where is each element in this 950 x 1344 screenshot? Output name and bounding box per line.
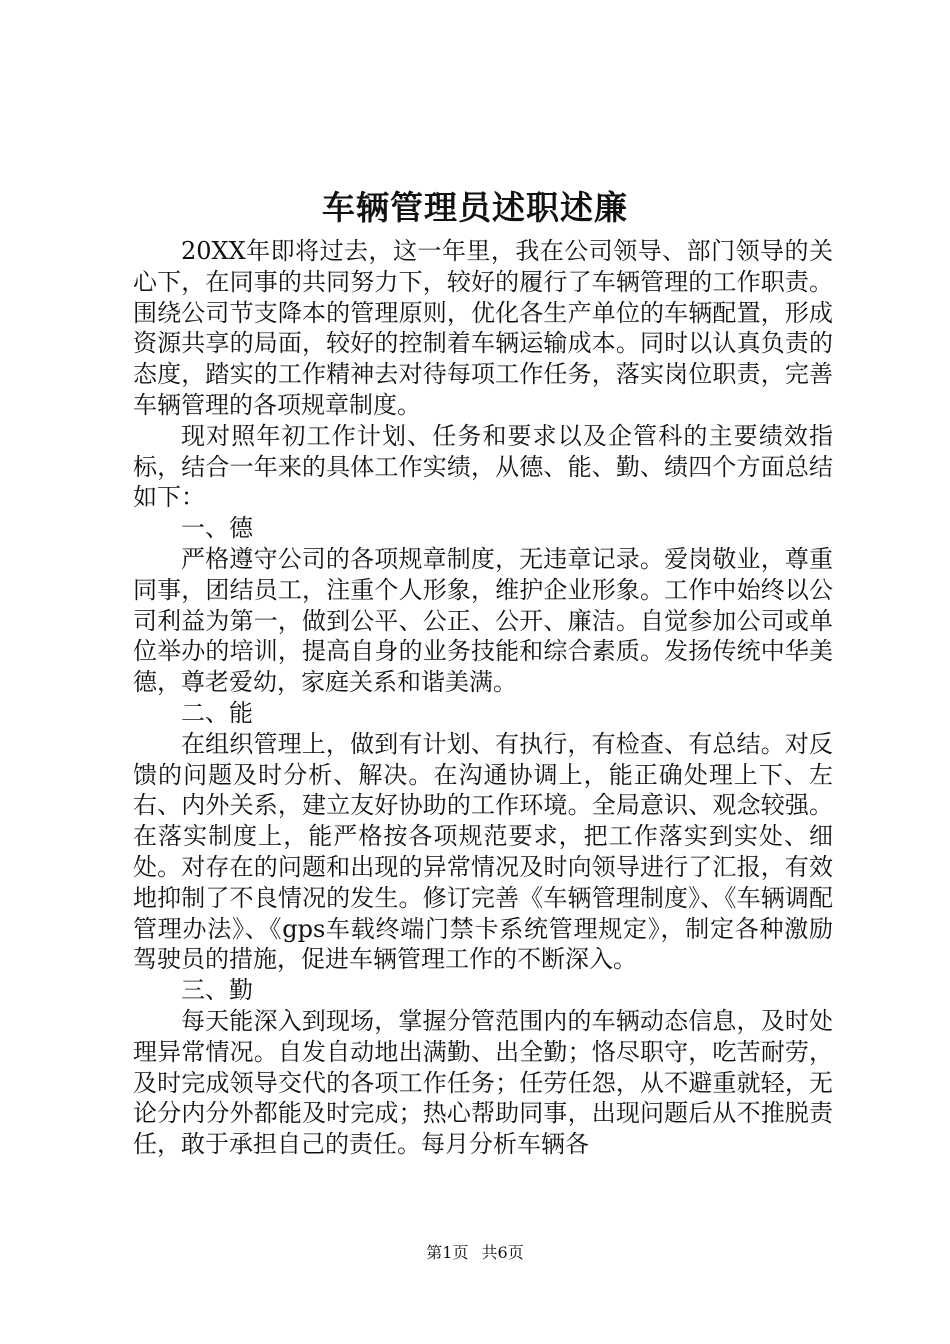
intro-paragraph-1: 20XX年即将过去，这一年里，我在公司领导、部门领导的关心下，在同事的共同努力下，较好的履行了车辆管理的工作职责。围绕公司节支降本的管理原则，优化各生产单位的车辆配置，形成资源共享的局面，较好的控制着车辆运输成本。同时以认真负责的态度，踏实的工作精神去对待每项工作任务，落实岗位职责，完善车辆管理的各项规章制度。 bbox=[133, 237, 833, 419]
page-number: 第1页 bbox=[426, 1243, 469, 1262]
document-title: 车辆管理员述职述廉 bbox=[322, 188, 628, 227]
section-paragraph-de: 严格遵守公司的各项规章制度，无违章记录。爱岗敬业，尊重同事，团结员工，注重个人形象，维护企业形象。工作中始终以公司利益为第一，做到公平、公正、公开、廉洁。自觉参加公司或单位举办的培训，提高自身的业务技能和综合素质。发扬传统中华美德，尊老爱幼，家庭关系和谐美满。 bbox=[133, 544, 833, 697]
page-total: 共6页 bbox=[481, 1243, 524, 1262]
section-heading-neng: 二、能 bbox=[181, 698, 253, 727]
intro-paragraph-2: 现对照年初工作计划、任务和要求以及企管科的主要绩效指标，结合一年来的具体工作实绩，从德、能、勤、绩四个方面总结如下： bbox=[133, 421, 833, 512]
document-body bbox=[133, 236, 833, 1160]
section-paragraph-neng: 在组织管理上，做到有计划、有执行，有检查、有总结。对反馈的问题及时分析、解决。在沟通协调上，能正确处理上下、左右、内外关系，建立友好协助的工作环境。全局意识、观念较强。在落实制度上，能严格按各项规范要求，把工作落实到实处、细处。对存在的问题和出现的异常情况及时向领导进行了汇报，有效地抑制了不良情况的发生。修订完善《车辆管理制度》、《车辆调配管理办法》、《gps车载终端门禁卡系统管理规定》，制定各种激励驾驶员的措施，促进车辆管理工作的不断深入。 bbox=[133, 729, 833, 974]
section-heading-qin: 三、勤 bbox=[181, 976, 253, 1005]
section-paragraph-qin: 每天能深入到现场，掌握分管范围内的车辆动态信息，及时处理异常情况。自发自动地出满勤、出全勤；恪尽职守，吃苦耐劳，及时完成领导交代的各项工作任务；任劳任怨，从不避重就轻，无论分内分外都能及时完成；热心帮助同事，出现问题后从不推脱责任，敢于承担自己的责任。每月分析车辆各 bbox=[133, 1006, 833, 1159]
page-footer bbox=[0, 1242, 950, 1264]
section-heading-de: 一、德 bbox=[181, 514, 253, 543]
